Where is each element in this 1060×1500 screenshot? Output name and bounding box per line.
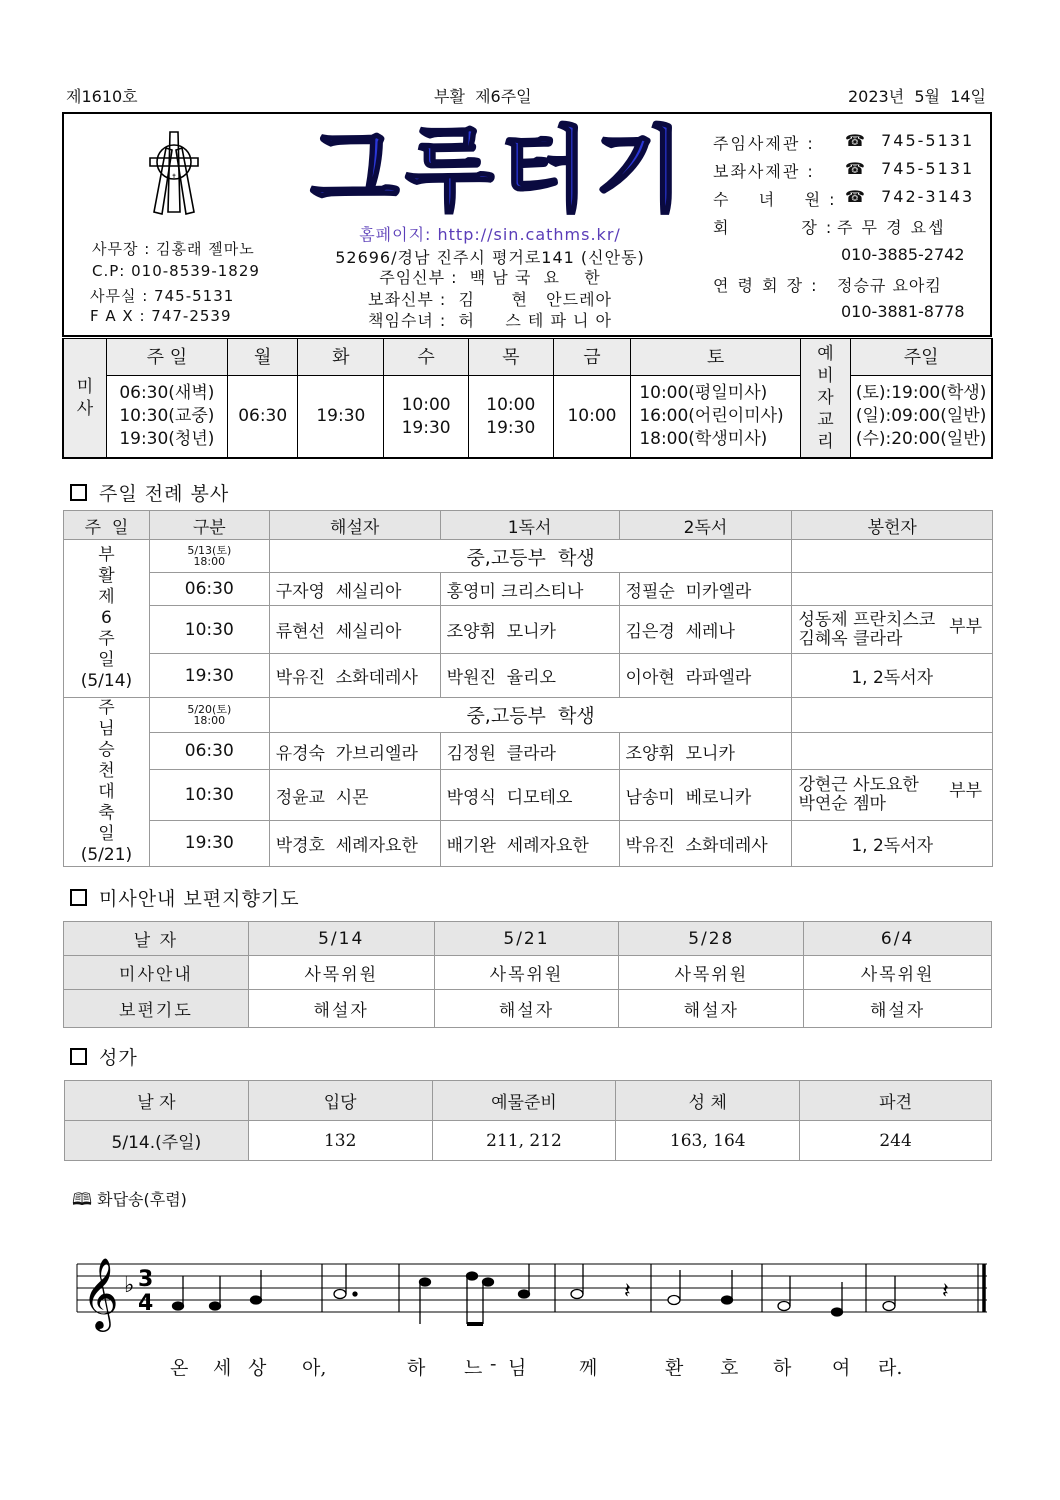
sched-header-sunday: 주 일 [106,339,227,376]
section-hymn-title: 성가 [99,1047,138,1069]
table-cell [792,540,993,573]
lyric-syllable: 느 [464,1357,483,1379]
hymn-offertory: 211, 212 [432,1121,616,1161]
sched-mon: 06:30 [227,376,298,459]
guide-prayer: 해설자 [619,990,804,1028]
lyric-syllable: 환 [665,1357,684,1379]
hymn-entrance: 132 [248,1121,432,1161]
offertory-names: 강현근 사도요한 박연순 젬마 [798,775,919,815]
table-cell [792,698,993,733]
lit-header-sunday: 주 일 [64,511,150,540]
lit-header-reading2: 2독서 [619,511,792,540]
reader2: 남송미 베로니카 [619,770,792,820]
mass-time: 06:30 [149,732,269,770]
assistant-rectory-label: 보좌사제관 : [713,162,815,181]
secretary-phone: C.P: 010-8539-1829 [92,262,260,280]
section-guide [70,884,300,911]
psalm-heading [72,1187,187,1216]
rest-icon: 𝄽 [624,1279,631,1304]
offertory [792,573,993,606]
reader1: 김정원 클라라 [440,732,619,770]
sched-sat: 10:00(평일미사) 16:00(어린이미사) 18:00(학생미사) [631,376,800,459]
offertory [792,770,993,820]
week-label: 주 님 승 천 대 축 일 (5/21) [64,698,150,867]
lyric-syllable: 라. [878,1357,903,1379]
guide-prayer: 해설자 [804,990,992,1028]
hymn-table [64,1080,992,1161]
section-liturgy [70,479,229,506]
rest-icon: 𝄽 [942,1279,949,1304]
association-name: 정승규 요아킴 [837,276,942,295]
section-hymn [70,1043,138,1070]
note [883,1302,895,1311]
association-phone: 010-3881-8778 [841,302,965,321]
commentator: 박유진 소화데레사 [269,654,440,698]
eve-time: 5/13(토) 18:00 [149,540,269,573]
mass-time: 19:30 [149,654,269,698]
mass-time: 19:30 [149,820,269,866]
guide-date: 5/14 [248,922,434,956]
lit-header-type: 구분 [149,511,269,540]
psalm-title: 화답송(후렴) [97,1190,187,1209]
guide-date-label: 날 자 [64,922,249,956]
guide-date: 5/28 [619,922,804,956]
music-score [72,1252,992,1352]
lit-header-commentator: 해설자 [269,511,440,540]
sister-name: 책임수녀 : 허 스 테 파 니 아 [368,311,612,330]
office-phone: 사무실 : 745-5131 [90,287,235,305]
commentator: 류현선 세실리아 [269,606,440,654]
guide-date: 5/21 [434,922,619,956]
catechism-times: (토):19:00(학생) (일):09:00(일반) (수):20:00(일반) [851,376,992,459]
couple-label: 부부 [949,781,982,802]
checkbox-square-icon [70,484,87,501]
sched-header-tue: 화 [298,339,384,376]
mass-guide-table [63,921,992,1028]
sched-header-mon: 월 [227,339,298,376]
checkbox-square-icon [70,1048,87,1065]
note [210,1302,221,1310]
section-liturgy-title: 주일 전례 봉사 [99,483,230,505]
eve-time: 5/20(토) 18:00 [149,698,269,733]
cross-emblem-icon [140,128,208,216]
assistant-rectory-phone: ☎ 745-5131 [845,159,975,178]
reader2: 정필순 미카엘라 [619,573,792,606]
rectory-phone: ☎ 745-5131 [845,131,975,150]
svg-text:✝: ✝ [171,173,177,180]
parish-address: 52696/경남 진주시 평거로141 (신안동) [335,248,645,267]
commentator: 박경호 세례자요한 [269,820,440,866]
lyric-syllable: 님 [508,1357,527,1379]
sched-header-thu: 목 [468,339,553,376]
president-name: 주 무 경 요셉 [837,218,946,237]
commentator: 정윤교 시몬 [269,770,440,820]
hymn-header-date: 날 자 [65,1081,249,1121]
lyric-syllable: 하 [773,1357,792,1379]
sched-tue: 19:30 [298,376,384,459]
checkbox-square-icon [70,889,87,906]
note [519,1290,530,1298]
sched-header-fri: 금 [553,339,631,376]
svg-text:그루터기: 그루터기 [310,118,690,218]
reader2: 이아현 라파엘라 [619,654,792,698]
liturgical-week: 부활 제6주일 [434,87,532,106]
offertory: 1, 2독서자 [792,820,993,866]
guide-mass: 사목위원 [434,956,619,990]
book-icon: 🕮 [72,1190,93,1210]
commentator: 구자영 세실리아 [269,573,440,606]
lyric-syllable: 상 [248,1357,267,1379]
offertory: 1, 2독서자 [792,654,993,698]
association-label: 연 령 회 장 : [713,276,819,295]
treble-clef-icon: 𝄞 [82,1256,119,1329]
reader1: 배기완 세례자요한 [440,820,619,866]
lyric-syllable: 아, [302,1357,327,1379]
week-label: 부 활 제 6 주 일 (5/14) [64,540,150,698]
president-label: 회 장 : [713,218,834,237]
note [668,1296,680,1305]
secretary-info: 사무장 : 김홍래 젤마노 [92,240,255,258]
convent-label: 수 녀 원 : [713,190,837,209]
note [420,1278,431,1286]
reader1: 조양휘 모니카 [440,606,619,654]
hymn-header-dismissal: 파견 [800,1081,992,1121]
guide-prayer-label: 보편기도 [64,990,249,1028]
homepage-url[interactable]: 홈페이지: http://sin.cathms.kr/ [359,225,621,244]
hymn-header-communion: 성 체 [616,1081,800,1121]
offertory [792,606,993,654]
note [832,1308,843,1316]
sched-header-sat: 토 [631,339,800,376]
note [173,1302,184,1310]
guide-mass-label: 미사안내 [64,956,249,990]
sched-fri: 10:00 [553,376,631,459]
lyric-syllable: 께 [579,1357,598,1379]
hymn-header-offertory: 예물준비 [432,1081,616,1121]
sched-thu: 10:00 19:30 [468,376,553,459]
reader1: 박영식 디모테오 [440,770,619,820]
convent-phone: ☎ 742-3143 [845,187,975,206]
mass-time: 06:30 [149,573,269,606]
newsletter-title [295,118,705,218]
guide-mass: 사목위원 [619,956,804,990]
hymn-dismissal: 244 [800,1121,992,1161]
sched-wed: 10:00 19:30 [384,376,469,459]
guide-mass: 사목위원 [804,956,992,990]
note [467,1272,478,1280]
reader2: 김은경 세레나 [619,606,792,654]
reader1: 박원진 율리오 [440,654,619,698]
hymn-date: 5/14.(주일) [65,1121,249,1161]
guide-date: 6/4 [804,922,992,956]
lyric-syllable: 하 [407,1357,426,1379]
lit-header-offertory: 봉헌자 [792,511,993,540]
mass-time: 10:30 [149,770,269,820]
liturgy-table [63,510,993,867]
hymn-communion: 163, 164 [616,1121,800,1161]
issue-number: 제1610호 [66,87,138,106]
notes [173,1264,896,1324]
time-sig-bottom: 4 [138,1291,154,1316]
mass-label: 미 사 [63,339,106,459]
offertory-names: 성동제 프란치스코 김혜옥 클라라 [798,609,936,649]
note [483,1278,494,1286]
eve-ministers: 중,고등부 학생 [269,540,792,573]
mass-time: 10:30 [149,606,269,654]
sched-header-wed: 수 [384,339,469,376]
lyric-syllable: - [490,1353,497,1375]
mass-schedule-table [62,338,993,459]
catechism-header: 주일 [851,339,992,376]
issue-date: 2023년 5월 14일 [848,87,986,106]
flat-icon: ♭ [124,1273,135,1298]
commentator: 유경숙 가브리엘라 [269,732,440,770]
reader1: 홍영미 크리스티나 [440,573,619,606]
catechism-label: 예 비 자 교 리 [800,339,850,459]
lyric-syllable: 여 [832,1357,851,1379]
pastor-name: 주임신부 : 백 남 국 요 한 [379,268,601,287]
hymn-header-entrance: 입당 [248,1081,432,1121]
time-sig-top: 3 [138,1267,154,1292]
fax-number: F A X : 747-2539 [90,307,232,325]
note [571,1290,583,1299]
assistant-pastor-name: 보좌신부 : 김 현 안드레아 [368,290,612,309]
president-phone: 010-3885-2742 [841,245,965,264]
eve-ministers: 중,고등부 학생 [269,698,792,733]
sched-sunday: 06:30(새벽) 10:30(교중) 19:30(청년) [106,376,227,459]
note [251,1296,262,1304]
section-guide-title: 미사안내 보편지향기도 [99,888,300,910]
lyric-syllable: 호 [720,1357,739,1379]
guide-prayer: 해설자 [248,990,434,1028]
rectory-label: 주임사제관 : [713,134,815,153]
couple-label: 부부 [949,617,982,637]
guide-prayer: 해설자 [434,990,619,1028]
lyric-syllable: 온 [170,1357,189,1379]
guide-mass: 사목위원 [248,956,434,990]
lyric-syllable: 세 [213,1357,232,1379]
lit-header-reading1: 1독서 [440,511,619,540]
reader2: 조양휘 모니카 [619,732,792,770]
note [722,1296,733,1304]
offertory [792,732,993,770]
reader2: 박유진 소화데레사 [619,820,792,866]
note [334,1290,346,1299]
note [778,1302,790,1311]
